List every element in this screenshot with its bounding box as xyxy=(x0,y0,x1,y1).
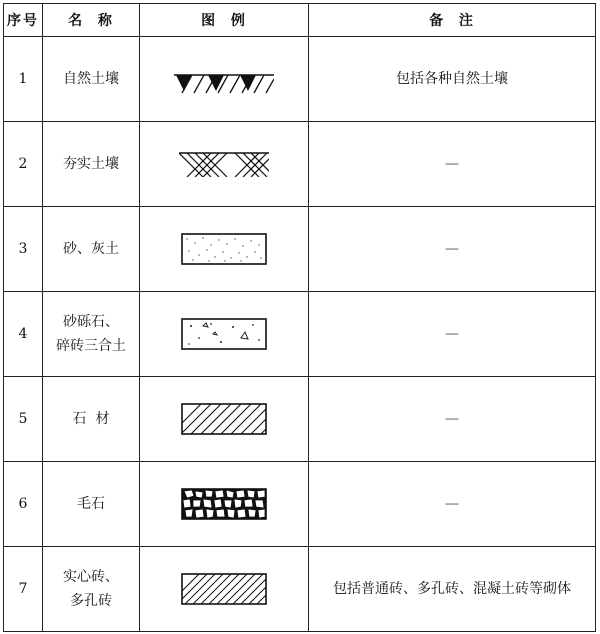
row-note: — xyxy=(309,377,596,462)
row-note-text: 包括普通砖、多孔砖、混凝土砖等砌体 xyxy=(333,581,571,597)
row-index: 2 xyxy=(4,122,43,207)
row-index: 3 xyxy=(4,207,43,292)
row-note: — xyxy=(309,122,596,207)
materials-legend-table xyxy=(3,3,596,632)
row-name-line: 砂砾石、 xyxy=(63,314,119,330)
row-name-line: 实心砖、 xyxy=(63,569,119,585)
row-name xyxy=(43,547,140,632)
header-note: 备 注 xyxy=(309,4,596,37)
row-name: 夯实土壤 xyxy=(43,122,140,207)
table-row xyxy=(4,547,596,632)
compacted-soil-hatch-icon xyxy=(179,151,269,177)
header-symbol: 图 例 xyxy=(140,4,309,37)
row-note: 包括各种自然土壤 xyxy=(309,37,596,122)
row-index: 1 xyxy=(4,37,43,122)
row-note xyxy=(309,547,596,632)
natural-soil-hatch-icon xyxy=(174,63,274,95)
sand-lime-soil-hatch-icon xyxy=(181,233,267,265)
table-row xyxy=(4,462,596,547)
row-symbol xyxy=(140,292,309,377)
row-index: 6 xyxy=(4,462,43,547)
stone-hatch-icon xyxy=(181,403,267,435)
brick-hatch-icon xyxy=(181,573,267,605)
table-row xyxy=(4,377,596,462)
row-index: 7 xyxy=(4,547,43,632)
table-row xyxy=(4,292,596,377)
row-name-line: 碎砖三合土 xyxy=(56,338,126,354)
row-name: 毛石 xyxy=(43,462,140,547)
row-name xyxy=(43,292,140,377)
header-row xyxy=(4,4,596,37)
row-symbol xyxy=(140,547,309,632)
gravel-hatch-icon xyxy=(181,318,267,350)
row-name: 砂、灰土 xyxy=(43,207,140,292)
row-note: — xyxy=(309,462,596,547)
row-symbol xyxy=(140,122,309,207)
table-row xyxy=(4,122,596,207)
row-symbol xyxy=(140,462,309,547)
header-index: 序号 xyxy=(4,4,43,37)
row-index: 5 xyxy=(4,377,43,462)
row-symbol xyxy=(140,207,309,292)
row-note: — xyxy=(309,292,596,377)
rubble-hatch-icon xyxy=(181,488,267,520)
row-note: — xyxy=(309,207,596,292)
row-name: 自然土壤 xyxy=(43,37,140,122)
row-name: 石 材 xyxy=(43,377,140,462)
header-name: 名 称 xyxy=(43,4,140,37)
table-row xyxy=(4,207,596,292)
table-row xyxy=(4,37,596,122)
row-symbol xyxy=(140,377,309,462)
row-symbol xyxy=(140,37,309,122)
row-index: 4 xyxy=(4,292,43,377)
row-name-line: 多孔砖 xyxy=(70,593,112,609)
